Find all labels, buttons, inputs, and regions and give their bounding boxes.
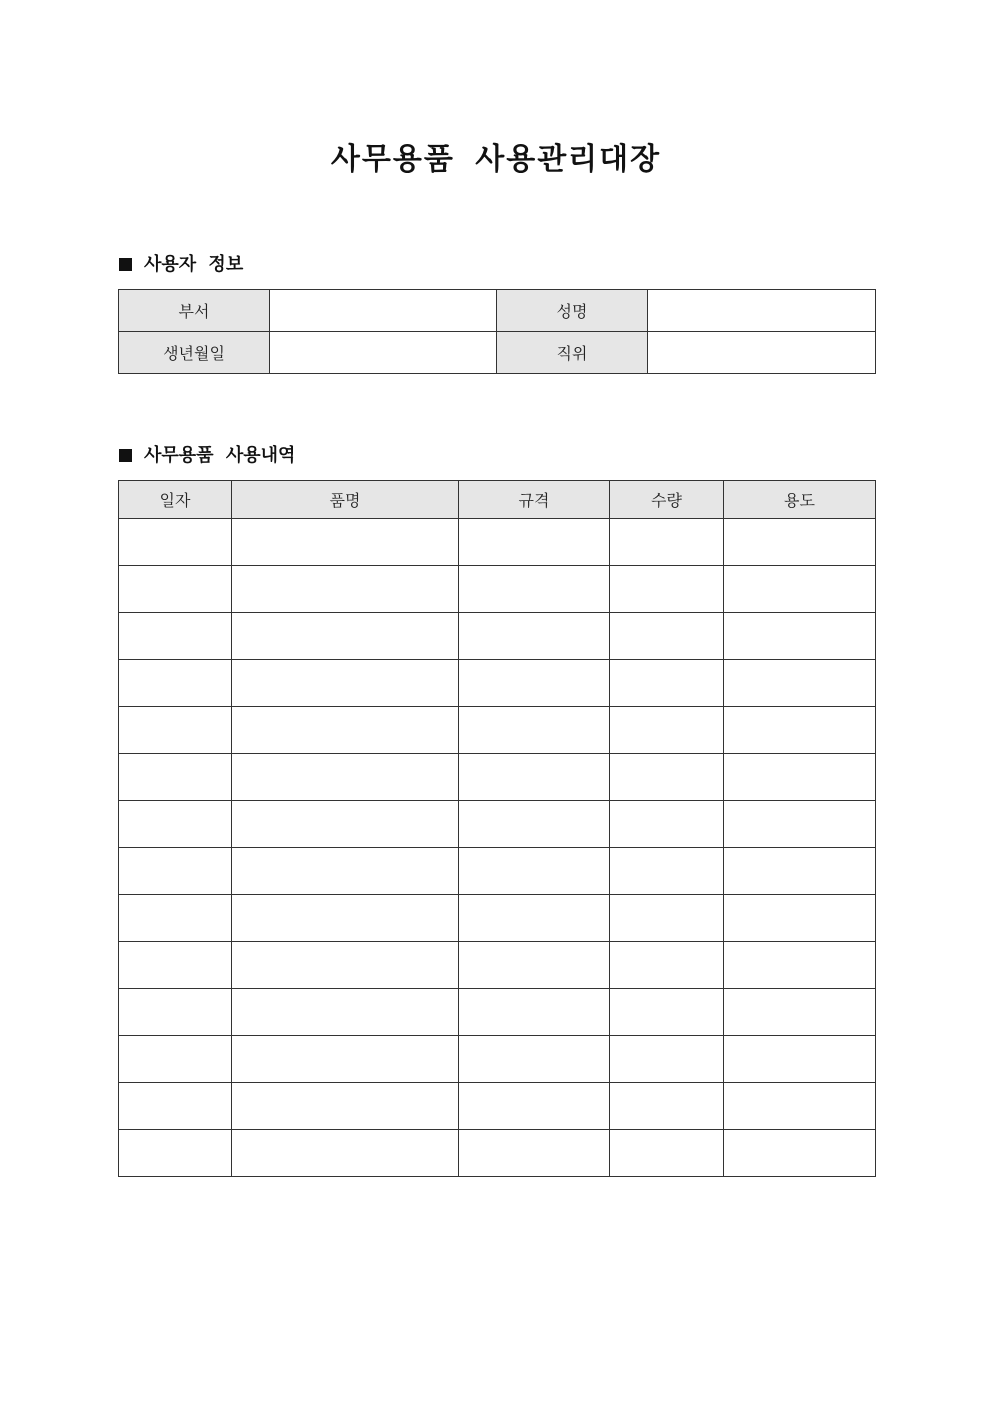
department-field[interactable] xyxy=(270,290,497,332)
user-info-table xyxy=(118,289,876,374)
spec-cell[interactable] xyxy=(459,707,610,754)
spec-cell[interactable] xyxy=(459,566,610,613)
purpose-cell[interactable] xyxy=(724,1036,876,1083)
table-row xyxy=(119,707,876,754)
quantity-cell[interactable] xyxy=(610,989,724,1036)
spec-cell[interactable] xyxy=(459,754,610,801)
quantity-cell[interactable] xyxy=(610,613,724,660)
spec-cell[interactable] xyxy=(459,895,610,942)
date-cell[interactable] xyxy=(119,1083,232,1130)
quantity-cell[interactable] xyxy=(610,1036,724,1083)
square-bullet-icon xyxy=(119,449,132,462)
quantity-cell[interactable] xyxy=(610,942,724,989)
department-label: 부서 xyxy=(119,290,270,332)
quantity-cell[interactable] xyxy=(610,1130,724,1177)
usage-table xyxy=(118,480,876,1177)
quantity-cell[interactable] xyxy=(610,566,724,613)
item-cell[interactable] xyxy=(232,848,459,895)
spec-cell[interactable] xyxy=(459,1036,610,1083)
item-cell[interactable] xyxy=(232,1130,459,1177)
item-cell[interactable] xyxy=(232,1036,459,1083)
spec-cell[interactable] xyxy=(459,848,610,895)
user-info-heading-label: 사용자 정보 xyxy=(144,254,244,275)
position-label: 직위 xyxy=(497,332,648,374)
purpose-cell[interactable] xyxy=(724,660,876,707)
user-info-heading xyxy=(119,253,243,277)
item-cell[interactable] xyxy=(232,660,459,707)
purpose-cell[interactable] xyxy=(724,895,876,942)
table-row xyxy=(119,613,876,660)
table-row xyxy=(119,1130,876,1177)
usage-heading-label: 사무용품 사용내역 xyxy=(144,445,296,466)
spec-cell[interactable] xyxy=(459,519,610,566)
table-row xyxy=(119,895,876,942)
date-cell[interactable] xyxy=(119,801,232,848)
spec-cell[interactable] xyxy=(459,801,610,848)
spec-cell[interactable] xyxy=(459,989,610,1036)
item-cell[interactable] xyxy=(232,707,459,754)
item-cell[interactable] xyxy=(232,1083,459,1130)
column-header-item: 품명 xyxy=(232,481,459,519)
date-cell[interactable] xyxy=(119,707,232,754)
quantity-cell[interactable] xyxy=(610,707,724,754)
usage-header-row xyxy=(119,481,876,519)
spec-cell[interactable] xyxy=(459,660,610,707)
usage-table-body xyxy=(119,519,876,1177)
quantity-cell[interactable] xyxy=(610,660,724,707)
quantity-cell[interactable] xyxy=(610,1083,724,1130)
item-cell[interactable] xyxy=(232,942,459,989)
table-row xyxy=(119,566,876,613)
date-cell[interactable] xyxy=(119,754,232,801)
birthdate-field[interactable] xyxy=(270,332,497,374)
date-cell[interactable] xyxy=(119,989,232,1036)
table-row xyxy=(119,754,876,801)
column-header-quantity: 수량 xyxy=(610,481,724,519)
item-cell[interactable] xyxy=(232,613,459,660)
item-cell[interactable] xyxy=(232,895,459,942)
column-header-purpose: 용도 xyxy=(724,481,876,519)
table-row xyxy=(119,1083,876,1130)
date-cell[interactable] xyxy=(119,519,232,566)
name-field[interactable] xyxy=(648,290,876,332)
date-cell[interactable] xyxy=(119,895,232,942)
birthdate-label: 생년월일 xyxy=(119,332,270,374)
purpose-cell[interactable] xyxy=(724,801,876,848)
date-cell[interactable] xyxy=(119,1036,232,1083)
spec-cell[interactable] xyxy=(459,942,610,989)
purpose-cell[interactable] xyxy=(724,754,876,801)
column-header-spec: 규격 xyxy=(459,481,610,519)
spec-cell[interactable] xyxy=(459,613,610,660)
date-cell[interactable] xyxy=(119,1130,232,1177)
table-row xyxy=(119,942,876,989)
item-cell[interactable] xyxy=(232,566,459,613)
spec-cell[interactable] xyxy=(459,1083,610,1130)
document-title: 사무용품 사용관리대장 xyxy=(330,142,662,177)
item-cell[interactable] xyxy=(232,754,459,801)
quantity-cell[interactable] xyxy=(610,848,724,895)
purpose-cell[interactable] xyxy=(724,942,876,989)
table-row xyxy=(119,989,876,1036)
quantity-cell[interactable] xyxy=(610,801,724,848)
item-cell[interactable] xyxy=(232,519,459,566)
purpose-cell[interactable] xyxy=(724,566,876,613)
square-bullet-icon xyxy=(119,258,132,271)
spec-cell[interactable] xyxy=(459,1130,610,1177)
date-cell[interactable] xyxy=(119,848,232,895)
name-label: 성명 xyxy=(497,290,648,332)
quantity-cell[interactable] xyxy=(610,519,724,566)
table-row xyxy=(119,848,876,895)
user-info-row xyxy=(119,290,876,332)
purpose-cell[interactable] xyxy=(724,519,876,566)
quantity-cell[interactable] xyxy=(610,895,724,942)
date-cell[interactable] xyxy=(119,660,232,707)
table-row xyxy=(119,660,876,707)
column-header-date: 일자 xyxy=(119,481,232,519)
purpose-cell[interactable] xyxy=(724,1083,876,1130)
quantity-cell[interactable] xyxy=(610,754,724,801)
date-cell[interactable] xyxy=(119,613,232,660)
date-cell[interactable] xyxy=(119,942,232,989)
usage-heading xyxy=(119,444,295,468)
item-cell[interactable] xyxy=(232,989,459,1036)
table-row xyxy=(119,519,876,566)
purpose-cell[interactable] xyxy=(724,1130,876,1177)
purpose-cell[interactable] xyxy=(724,989,876,1036)
table-row xyxy=(119,801,876,848)
purpose-cell[interactable] xyxy=(724,848,876,895)
date-cell[interactable] xyxy=(119,566,232,613)
purpose-cell[interactable] xyxy=(724,707,876,754)
user-info-row xyxy=(119,332,876,374)
position-field[interactable] xyxy=(648,332,876,374)
purpose-cell[interactable] xyxy=(724,613,876,660)
item-cell[interactable] xyxy=(232,801,459,848)
table-row xyxy=(119,1036,876,1083)
